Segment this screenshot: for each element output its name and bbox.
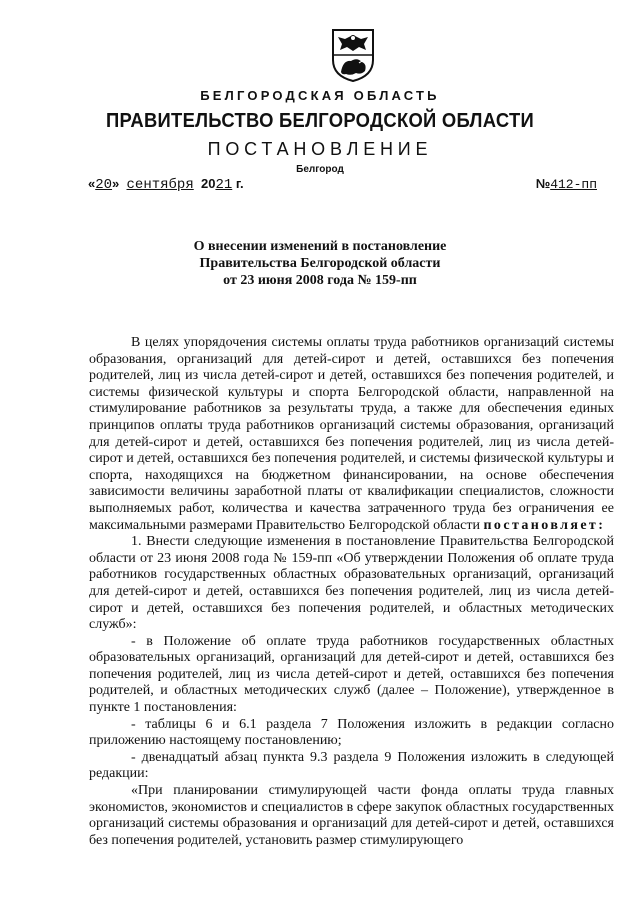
- date-year-suffix: 21: [215, 177, 233, 193]
- resolves-word: постановляет:: [483, 517, 606, 533]
- subject-line-1: О внесении изменений в постановление: [193, 239, 447, 254]
- item-1-subitem-a: - в Положение об оплате труда работников государственных областных образовательных организаций, организаций для детей-сирот и детей, оставшихся без попечения родителей, лиц из числа детей-сирот и детей, оставшихся без попечения родителей, и областных методических служб (далее – Положение), утвержденное в пункте 1 постановления:: [89, 633, 614, 716]
- number-value: 412-пп: [550, 177, 597, 192]
- document-body: [89, 335, 614, 849]
- preamble-paragraph: [89, 335, 614, 534]
- government-title: ПРАВИТЕЛЬСТВО БЕЛГОРОДСКОЙ ОБЛАСТИ: [105, 110, 534, 132]
- document-subject: [0, 238, 640, 289]
- preamble-text: В целях упорядочения системы оплаты труда работников организаций системы образования, организаций для детей-сирот и детей, оставшихся без попечения родителей, лиц из числа детей-сирот и детей, оставшихся без попечения родителей, и системы физической культуры и спорта Белгородской области, направленной на стимулирование работников за результаты труда, а также для обеспечения единых принципов оплаты труда работников организаций системы образования, организаций для детей-сирот и детей, оставшихся без попечения родителей, лиц из числа детей-сирот и детей, оставшихся без попечения родителей, и системы физической культуры и спорта, находящихся на бюджетном финансировании, на основе обеспечения зависимости величины заработной платы от квалификации специалистов, сложности выполняемых работ, количества и качества затраченного труда без ограничения ее максимальными размерами Правительство Белгородской области: [89, 335, 614, 533]
- date-year-prefix: 20: [200, 176, 216, 191]
- date-quote-open: «: [88, 176, 96, 191]
- belgorod-coat-of-arms-icon: [331, 28, 375, 83]
- number-prefix: №: [535, 176, 551, 191]
- subject-line-3: от 23 июня 2008 года № 159-пп: [223, 273, 417, 288]
- date-day: 20: [95, 177, 113, 193]
- item-1-subitem-b: - таблицы 6 и 6.1 раздела 7 Положения изложить в редакции согласно приложению настоящему постановлению;: [89, 716, 614, 749]
- subject-line-2: Правительства Белгородской области: [199, 256, 441, 271]
- document-number: [536, 176, 597, 192]
- item-1-subitem-c: - двенадцатый абзац пункта 9.3 раздела 9 Положения изложить в следующей редакции:: [89, 749, 614, 782]
- quoted-paragraph: «При планировании стимулирующей части фонда оплаты труда главных экономистов, экономистов и специалистов в сфере закупок областных государственных организаций системы образования и организаций для детей-сирот и детей, оставшихся без попечения родителей, установить размер стимулирующего: [89, 783, 614, 848]
- date-year-unit: г.: [235, 176, 244, 191]
- document-type: ПОСТАНОВЛЕНИЕ: [207, 139, 433, 159]
- date-month: сентября: [126, 177, 194, 193]
- region-name: БЕЛГОРОДСКАЯ ОБЛАСТЬ: [200, 88, 440, 103]
- item-1: 1. Внести следующие изменения в постановление Правительства Белгородской области от 23 июня 2008 года № 159-пп «Об утверждении Положения об оплате труда работников государственных областных образовательных организаций, организаций для детей-сирот и детей, оставшихся без попечения родителей, лиц из числа детей-сирот и детей, оставшихся без попечения родителей, и областных методических служб»:: [89, 534, 614, 633]
- document-date: [88, 176, 244, 193]
- date-quote-close: »: [112, 176, 120, 191]
- city-name: Белгород: [296, 164, 344, 175]
